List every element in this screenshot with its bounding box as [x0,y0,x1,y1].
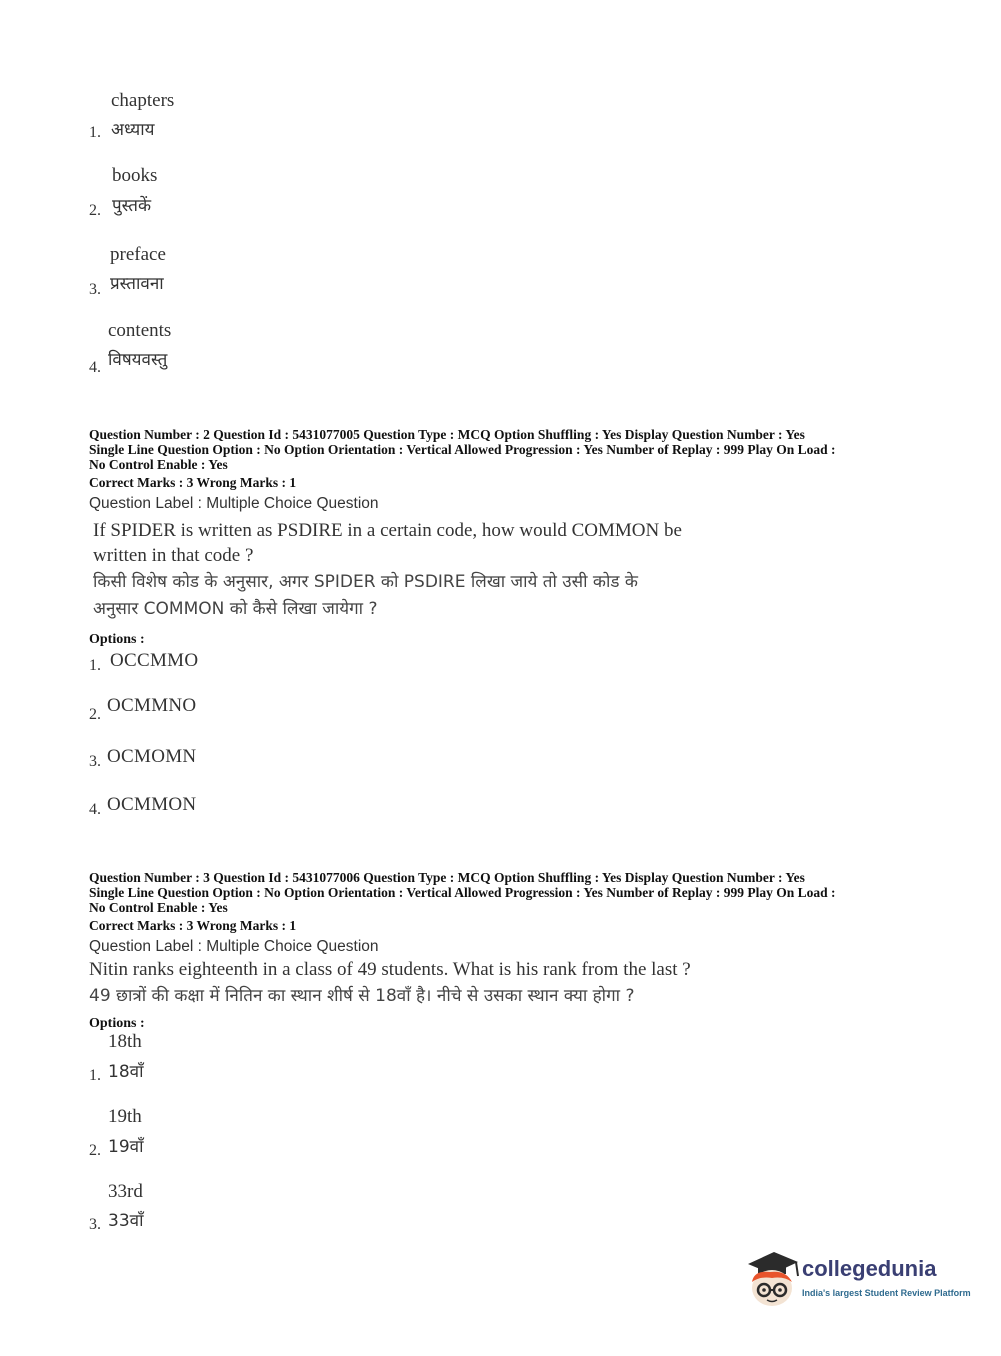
q3-option-1-number: 1. [89,1067,101,1084]
question-text-line-1: If SPIDER is written as PSDIRE in a certain code, how would COMMON be [93,520,682,541]
question-2-text-english [93,518,682,568]
question-3-marks: Correct Marks : 3 Wrong Marks : 1 [89,918,297,933]
option-1-hindi: अध्याय [111,120,155,140]
q3-option-1-hindi: 18वाँ [108,1062,144,1082]
logo-tagline: India's largest Student Review Platform [802,1288,971,1298]
meta-line-2: Single Line Question Option : No Option Orientation : Vertical Allowed Progression : Yes Number of Replay : 999 Play On Load : [89,442,836,457]
question-2-meta [89,427,919,472]
q2-option-3-text: OCMOMN [107,746,197,767]
q2-option-2-number: 2. [89,706,101,723]
option-4-number: 4. [89,359,101,376]
option-2-number: 2. [89,202,101,219]
q3-option-1-english: 18th [108,1031,142,1052]
collegedunia-logo [740,1248,970,1312]
question-3-label: Question Label : Multiple Choice Question [89,938,379,955]
q2-option-4-number: 4. [89,801,101,818]
q2-option-3-number: 3. [89,753,101,770]
q2-option-1-text: OCCMMO [110,650,199,671]
meta-line-2: Single Line Question Option : No Option Orientation : Vertical Allowed Progression : Yes Number of Replay : 999 Play On Load : [89,885,836,900]
meta-line-1: Question Number : 2 Question Id : 5431077005 Question Type : MCQ Option Shuffling : Yes Display Question Number : Yes [89,427,805,442]
mascot-icon [740,1248,802,1312]
meta-line-1: Question Number : 3 Question Id : 5431077006 Question Type : MCQ Option Shuffling : Yes Display Question Number : Yes [89,870,805,885]
question-3-meta [89,870,919,915]
q3-option-2-english: 19th [108,1106,142,1127]
q2-option-4-text: OCMMON [107,794,197,815]
q3-option-3-hindi: 33वाँ [108,1211,144,1231]
question-text-hindi-line-2: अनुसार COMMON को कैसे लिखा जायेगा ? [93,599,378,619]
q2-option-1-number: 1. [89,657,101,674]
option-3-number: 3. [89,281,101,298]
option-3-english: preface [110,244,166,265]
option-1-english: chapters [111,90,175,111]
q2-option-2-text: OCMMNO [107,695,197,716]
logo-name: collegedunia [802,1256,937,1281]
option-2-hindi: पुस्तकें [112,196,152,216]
q3-option-3-number: 3. [89,1216,101,1233]
q3-option-2-hindi: 19वाँ [108,1137,144,1157]
question-3-text-hindi: 49 छात्रों की कक्षा में नितिन का स्थान शीर्ष से 18वाँ है। नीचे से उसका स्थान क्या होगा ? [89,986,635,1006]
question-2-text-hindi [93,569,638,623]
q3-option-3-english: 33rd [108,1181,143,1202]
question-2-label: Question Label : Multiple Choice Question [89,495,379,512]
meta-line-3: No Control Enable : Yes [89,457,228,472]
q3-option-2-number: 2. [89,1142,101,1159]
options-heading: Options : [89,1016,145,1031]
option-1-number: 1. [89,124,101,141]
options-heading: Options : [89,632,145,647]
question-2-marks: Correct Marks : 3 Wrong Marks : 1 [89,475,297,490]
question-3-text-english: Nitin ranks eighteenth in a class of 49 students. What is his rank from the last ? [89,959,691,980]
question-text-hindi-line-1: किसी विशेष कोड के अनुसार, अगर SPIDER को PSDIRE लिखा जाये तो उसी कोड के [93,572,638,592]
option-4-english: contents [108,320,172,341]
question-text-line-2: written in that code ? [93,545,254,566]
option-4-hindi: विषयवस्तु [108,350,168,370]
meta-line-3: No Control Enable : Yes [89,900,228,915]
option-3-hindi: प्रस्तावना [110,274,164,294]
option-2-english: books [112,165,158,186]
